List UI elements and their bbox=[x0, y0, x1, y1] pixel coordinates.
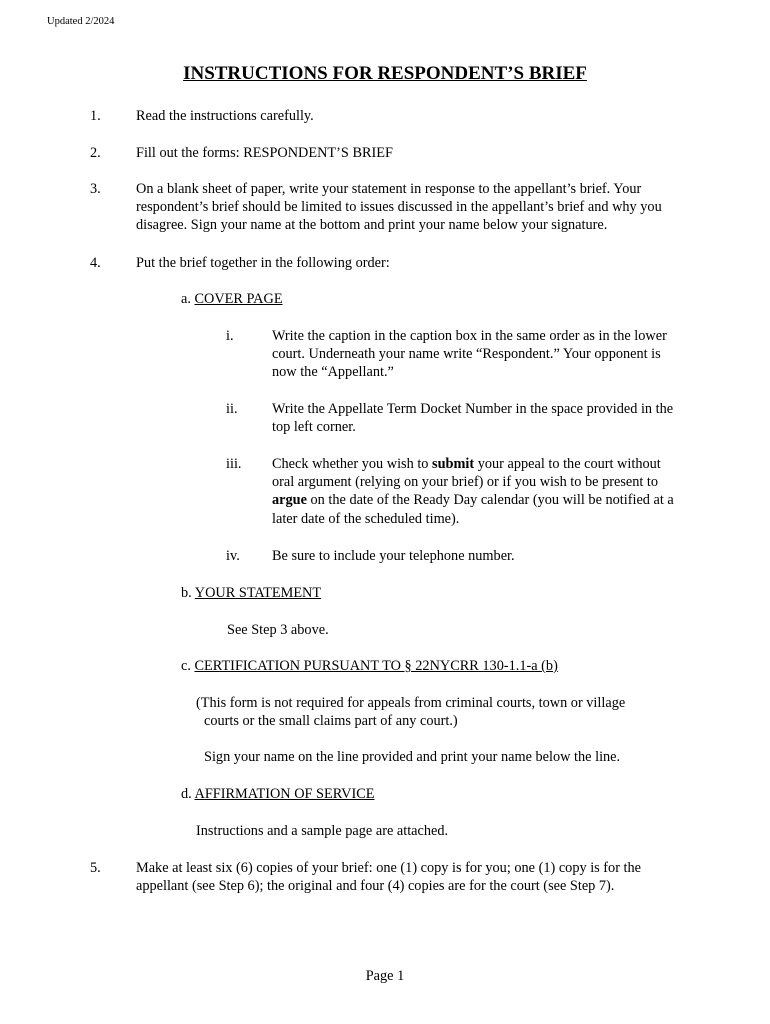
subitem-text-part: on the date of the Ready Day calendar (you will be notified at a later date of the scheduled time). bbox=[272, 492, 674, 527]
subitem-number: iii. bbox=[226, 456, 242, 472]
section-d-title: AFFIRMATION OF SERVICE bbox=[194, 786, 375, 802]
section-c-title: CERTIFICATION PURSUANT TO § 22NYCRR 130-1.1-a (b) bbox=[194, 658, 558, 674]
section-a-prefix: a. bbox=[181, 291, 195, 307]
item-text: Put the brief together in the following order: bbox=[136, 255, 390, 271]
section-c-text: Sign your name on the line provided and print your name below the line. bbox=[204, 749, 621, 765]
section-b-prefix: b. bbox=[181, 585, 195, 601]
subitem-text bbox=[272, 455, 682, 528]
subitem-number: iv. bbox=[226, 548, 240, 564]
section-d-prefix: d. bbox=[181, 786, 195, 802]
subitem-number: i. bbox=[226, 328, 234, 344]
submit-emphasis: submit bbox=[432, 456, 475, 472]
subitem-text-part: your appeal to the court without oral argument (relying on your brief) or if you wish to be present to bbox=[272, 456, 661, 491]
item-number: 2. bbox=[90, 145, 101, 161]
section-b-title: YOUR STATEMENT bbox=[194, 585, 322, 601]
subitem-number: ii. bbox=[226, 401, 238, 417]
subitem-text: Be sure to include your telephone number. bbox=[272, 548, 515, 564]
section-a-title: COVER PAGE bbox=[194, 291, 283, 307]
section-d-text: Instructions and a sample page are attached. bbox=[196, 823, 449, 839]
page-number: Page 1 bbox=[365, 968, 405, 984]
page-title-text: INSTRUCTIONS FOR RESPONDENT’S BRIEF bbox=[183, 63, 587, 84]
item-text: Make at least six (6) copies of your brief: one (1) copy is for you; one (1) copy is for the appellant (see Step 6); the original and four (4) copies are for the court (see Step 7). bbox=[136, 860, 642, 895]
item-text: On a blank sheet of paper, write your statement in response to the appellant’s brief. Your respondent’s brief should be limited to issues discussed in the appellant’s brief and why you disagree. Sign your name at the bottom and print your name below your signature. bbox=[136, 181, 662, 234]
page-title bbox=[0, 63, 770, 85]
section-d-heading bbox=[181, 785, 375, 803]
subitem-text: Write the Appellate Term Docket Number in the space provided in the top left corner. bbox=[272, 401, 674, 436]
item-number: 3. bbox=[90, 181, 101, 197]
item-number: 5. bbox=[90, 860, 101, 876]
item-text: Fill out the forms: RESPONDENT’S BRIEF bbox=[136, 145, 393, 161]
section-a-heading bbox=[181, 290, 283, 308]
item-number: 4. bbox=[90, 255, 101, 271]
item-text: Read the instructions carefully. bbox=[136, 108, 314, 124]
section-c-note-line: courts or the small claims part of any court.) bbox=[204, 713, 458, 729]
section-c-heading bbox=[181, 657, 558, 675]
section-c-prefix: c. bbox=[181, 658, 195, 674]
item-number: 1. bbox=[90, 108, 101, 124]
section-c-note-line: (This form is not required for appeals from criminal courts, town or village bbox=[196, 695, 626, 711]
section-b-heading bbox=[181, 584, 321, 602]
updated-date: Updated 2/2024 bbox=[47, 16, 115, 27]
argue-emphasis: argue bbox=[272, 492, 307, 509]
section-b-text: See Step 3 above. bbox=[227, 622, 329, 638]
subitem-text-part: Check whether you wish to bbox=[272, 456, 433, 472]
subitem-text: Write the caption in the caption box in the same order as in the lower court. Underneath your name write “Respondent.” Your opponent is now the “Appellant.” bbox=[272, 328, 667, 381]
